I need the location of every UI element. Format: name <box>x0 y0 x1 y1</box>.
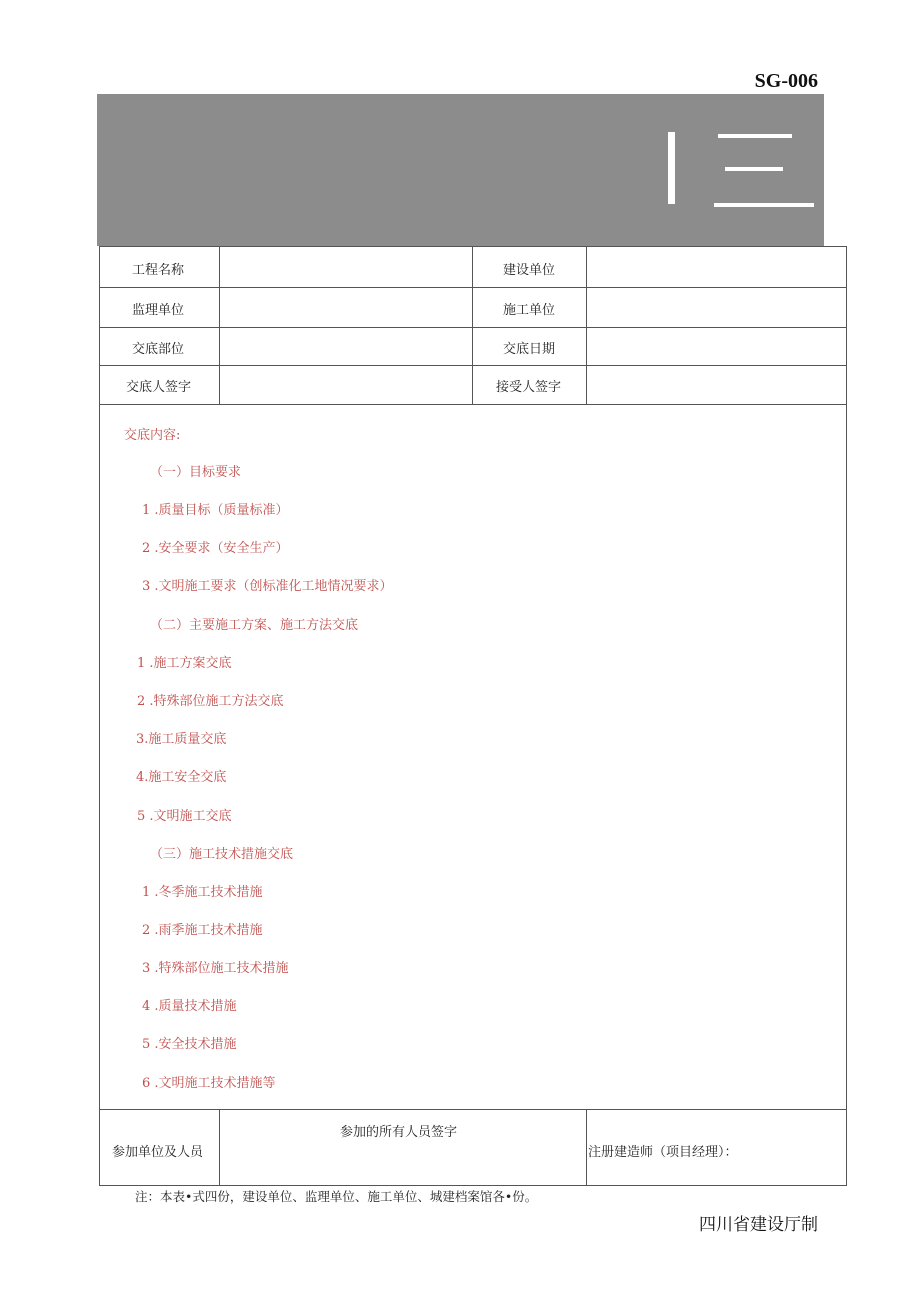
label-disclosure-location: 交底部位 <box>132 342 185 357</box>
content-line: 3 .特殊部位施工技术措施 <box>142 961 289 976</box>
banner-glyph-bar <box>668 132 675 204</box>
label-supervision-unit: 监理单位 <box>132 303 185 318</box>
footnote: 注：本表•式四份，建设单位、监理单位、施工单位、城建档案馆各•份。 <box>135 1189 538 1204</box>
banner-glyph-line-top <box>718 134 792 138</box>
issuer: 四川省建设厅制 <box>699 1215 818 1235</box>
content-line: 3 .文明施工要求（创标准化工地情况要求） <box>142 579 393 594</box>
form-code: SG-006 <box>754 70 818 92</box>
banner-glyph-line-mid <box>725 167 783 171</box>
header-banner <box>97 94 824 246</box>
content-line: 1 .冬季施工技术措施 <box>142 885 263 900</box>
label-registered-constructor: 注册建造师（项目经理）： <box>588 1145 738 1160</box>
content-line: （二）主要施工方案、施工方法交底 <box>150 618 359 633</box>
field-receiver-signature[interactable] <box>587 366 846 404</box>
content-line: 2 .雨季施工技术措施 <box>142 923 263 938</box>
banner-glyph-line-bottom <box>714 203 814 207</box>
content-line: 5 .文明施工交底 <box>137 809 232 824</box>
label-project-name: 工程名称 <box>132 263 185 278</box>
content-line: 4 .质量技术措施 <box>142 999 237 1014</box>
content-line: （三）施工技术措施交底 <box>150 847 294 862</box>
content-line: 5 .安全技术措施 <box>142 1037 237 1052</box>
field-project-name[interactable] <box>220 247 472 287</box>
content-line: 3.施工质量交底 <box>136 732 227 747</box>
label-receiver-signature: 接受人签字 <box>496 380 562 395</box>
field-discloser-signature[interactable] <box>220 366 472 404</box>
content-line: 4.施工安全交底 <box>136 770 227 785</box>
content-line: 1 .施工方案交底 <box>137 656 232 671</box>
field-construction-unit[interactable] <box>587 247 846 287</box>
label-discloser-signature: 交底人签字 <box>126 380 192 395</box>
label-all-signatures: 参加的所有人员签字 <box>340 1125 458 1140</box>
content-line: 1 .质量目标（质量标准） <box>142 503 289 518</box>
label-contractor-unit: 施工单位 <box>503 303 556 318</box>
field-disclosure-date[interactable] <box>587 328 846 365</box>
content-line: 2 .安全要求（安全生产） <box>142 541 289 556</box>
label-disclosure-date: 交底日期 <box>503 342 556 357</box>
content-line: 2 .特殊部位施工方法交底 <box>137 694 284 709</box>
label-participants: 参加单位及人员 <box>112 1145 204 1160</box>
field-contractor-unit[interactable] <box>587 288 846 327</box>
content-line: （一）目标要求 <box>150 465 242 480</box>
field-all-signatures[interactable] <box>220 1110 586 1185</box>
label-construction-unit: 建设单位 <box>503 263 556 278</box>
field-supervision-unit[interactable] <box>220 288 472 327</box>
field-disclosure-location[interactable] <box>220 328 472 365</box>
content-heading: 交底内容: <box>124 428 181 443</box>
content-line: 6 .文明施工技术措施等 <box>142 1076 276 1091</box>
disclosure-form-table <box>99 246 847 1186</box>
